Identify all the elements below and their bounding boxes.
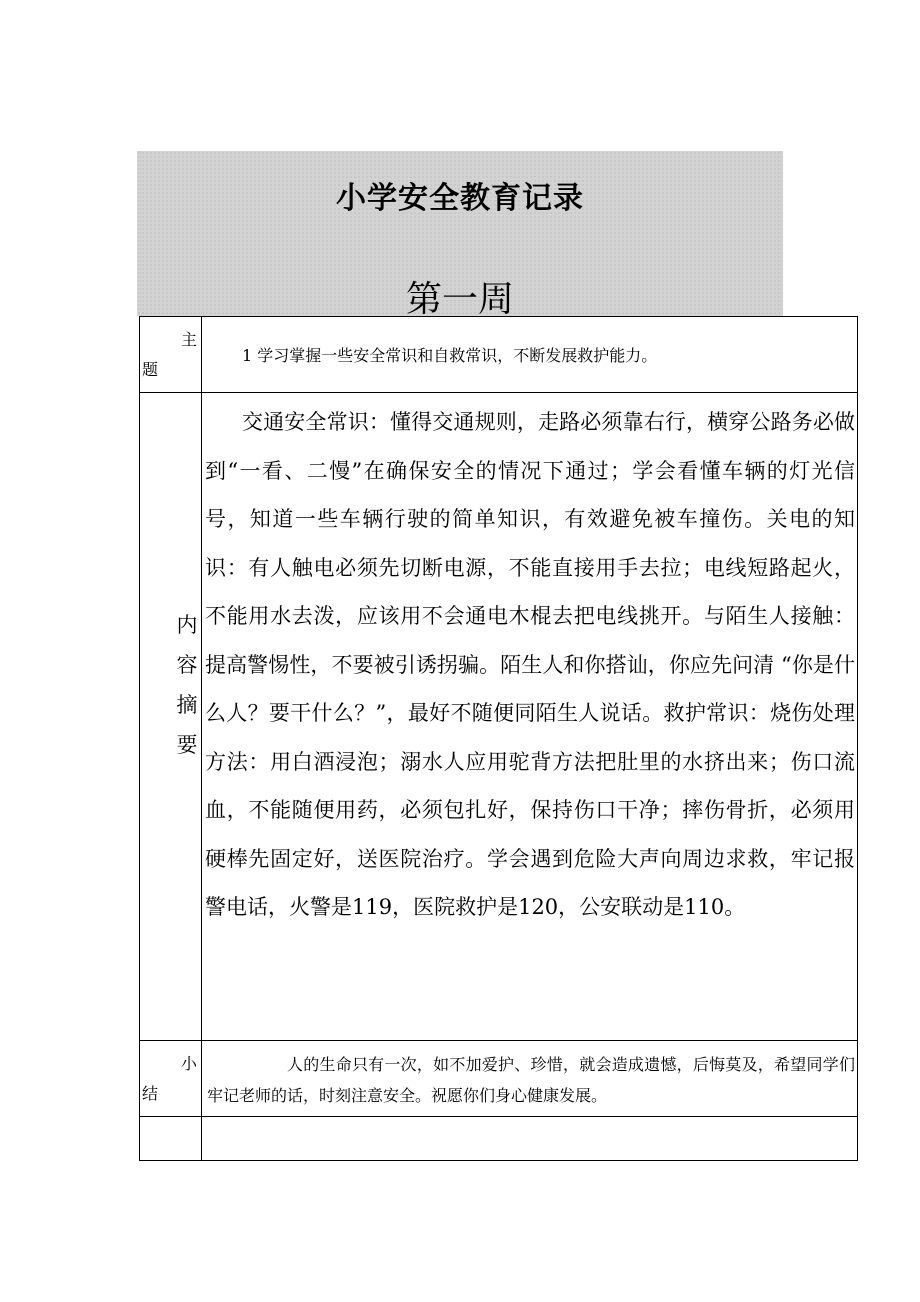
summary-row [140, 1041, 858, 1117]
title-banner [137, 151, 783, 320]
topic-label-part2: 题 [142, 360, 159, 379]
document-title: 小学安全教育记录 [336, 181, 584, 216]
week-heading: 第一周 [405, 279, 514, 320]
empty-row [140, 1117, 858, 1161]
empty-text-cell [202, 1117, 858, 1161]
summary-text-cell [202, 1041, 858, 1117]
content-text: 交通安全常识：懂得交通规则，走路必须靠右行，横穿公路务必做到“一看、二慢”在确保安全的情况下通过；学会看懂车辆的灯光信号，知道一些车辆行驶的简单知识，有效避免被车撞伤。关电的知识：有人触电必须先切断电源，不能直接用手去拉；电线短路起火，不能用水去泼，应该用不会通电木棍去把电线挑开。与陌生人接触：提高警惕性，不要被引诱拐骗。陌生人和你搭讪，你应先问清 “你是什么人？要干什么？”，最好不随便同陌生人说话。救护常识：烧伤处理方法：用白酒浸泡；溺水人应用驼背方法把肚里的水挤出来；伤口流血，不能随便用药，必须包扎好，保持伤口干净；摔伤骨折，必须用硬棒先固定好，送医院治疗。学会遇到危险大声向周边求救，牢记报警电话，火警是119，医院救护是120，公安联动是110。 [205, 410, 855, 919]
summary-text: 人的生命只有一次，如不加爱护、珍惜，就会造成遗憾，后悔莫及，希望同学们牢记老师的话，时刻注意安全。祝愿你们身心健康发展。 [207, 1055, 855, 1105]
topic-text-cell [202, 317, 858, 393]
topic-label-cell [140, 317, 202, 393]
content-row [140, 393, 858, 1041]
summary-label-part1: 小 [180, 1054, 197, 1073]
topic-label-part1: 主 [180, 330, 197, 349]
content-label-cell [140, 393, 202, 1041]
topic-text: 1 学习掌握一些安全常识和自救常识，不断发展救护能力。 [242, 346, 658, 365]
topic-row [140, 317, 858, 393]
record-table [139, 316, 858, 1161]
summary-label-cell [140, 1041, 202, 1117]
summary-label-part2: 结 [142, 1084, 159, 1103]
empty-label-cell [140, 1117, 202, 1161]
content-label: 内容摘要 [176, 613, 198, 757]
content-text-cell [202, 393, 858, 1041]
